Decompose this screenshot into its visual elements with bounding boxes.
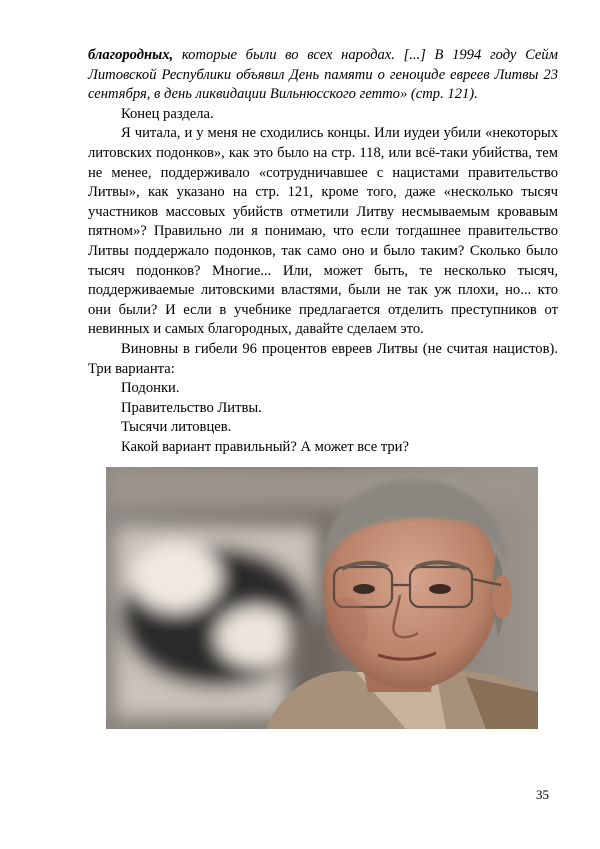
right-eye [429, 584, 451, 594]
body-text [88, 46, 558, 457]
portrait-illustration [106, 467, 538, 729]
option-item: Подонки. [121, 380, 180, 397]
quote-text: которые были во всех народах. [...] В 1994 году Сейм Литовской Республики объявил День памяти о геноциде евреев Литвы 23 сентября, в день ликвидации Вильнюсского гетто» (стр. 121). [88, 47, 558, 103]
paragraph-culprits: Виновны в гибели 96 процентов евреев Литвы (не считая нацистов). Три варианта: [88, 340, 558, 377]
quote-bold-lead: благородных, [88, 47, 174, 63]
ear [492, 575, 512, 619]
page-number: 35 [536, 787, 549, 802]
paragraph-main: Я читала, и у меня не сходились концы. Или иудеи убили «некоторых литовских подонков», как это было на стр. 118, или всё-таки убийства, тем не менее, поддерживало «сотрудничавшее с нацистами правительство Литвы», как указано на стр. 121, кроме того, даже «несколько тысяч участников массовых убийств отметили Литву несмываемым кровавым пятном»? Правильно ли я понимаю, что если тогдашнее правительство Литвы поддержало подонков, так само оно и было таким? Сколько было тысяч подонков? Многие... Или, может быть, те несколько тысяч, поддерживаемые литовскими властями, были не так уж плохи, но... кто они были? И если в учебнике предлагается отделить преступников от невинных и самых благородных, давайте сделаем это. [88, 125, 558, 338]
option-item: Правительство Литвы. [121, 399, 262, 416]
question-line: Какой вариант правильный? А может все три? [121, 438, 409, 455]
left-eye [353, 584, 375, 594]
cheek-shadow [324, 597, 368, 657]
option-item: Тысячи литовцев. [121, 419, 232, 436]
paragraph-end-of-section: Конец раздела. [121, 105, 214, 122]
quote-paragraph [88, 46, 558, 105]
portrait-photo [106, 467, 538, 729]
